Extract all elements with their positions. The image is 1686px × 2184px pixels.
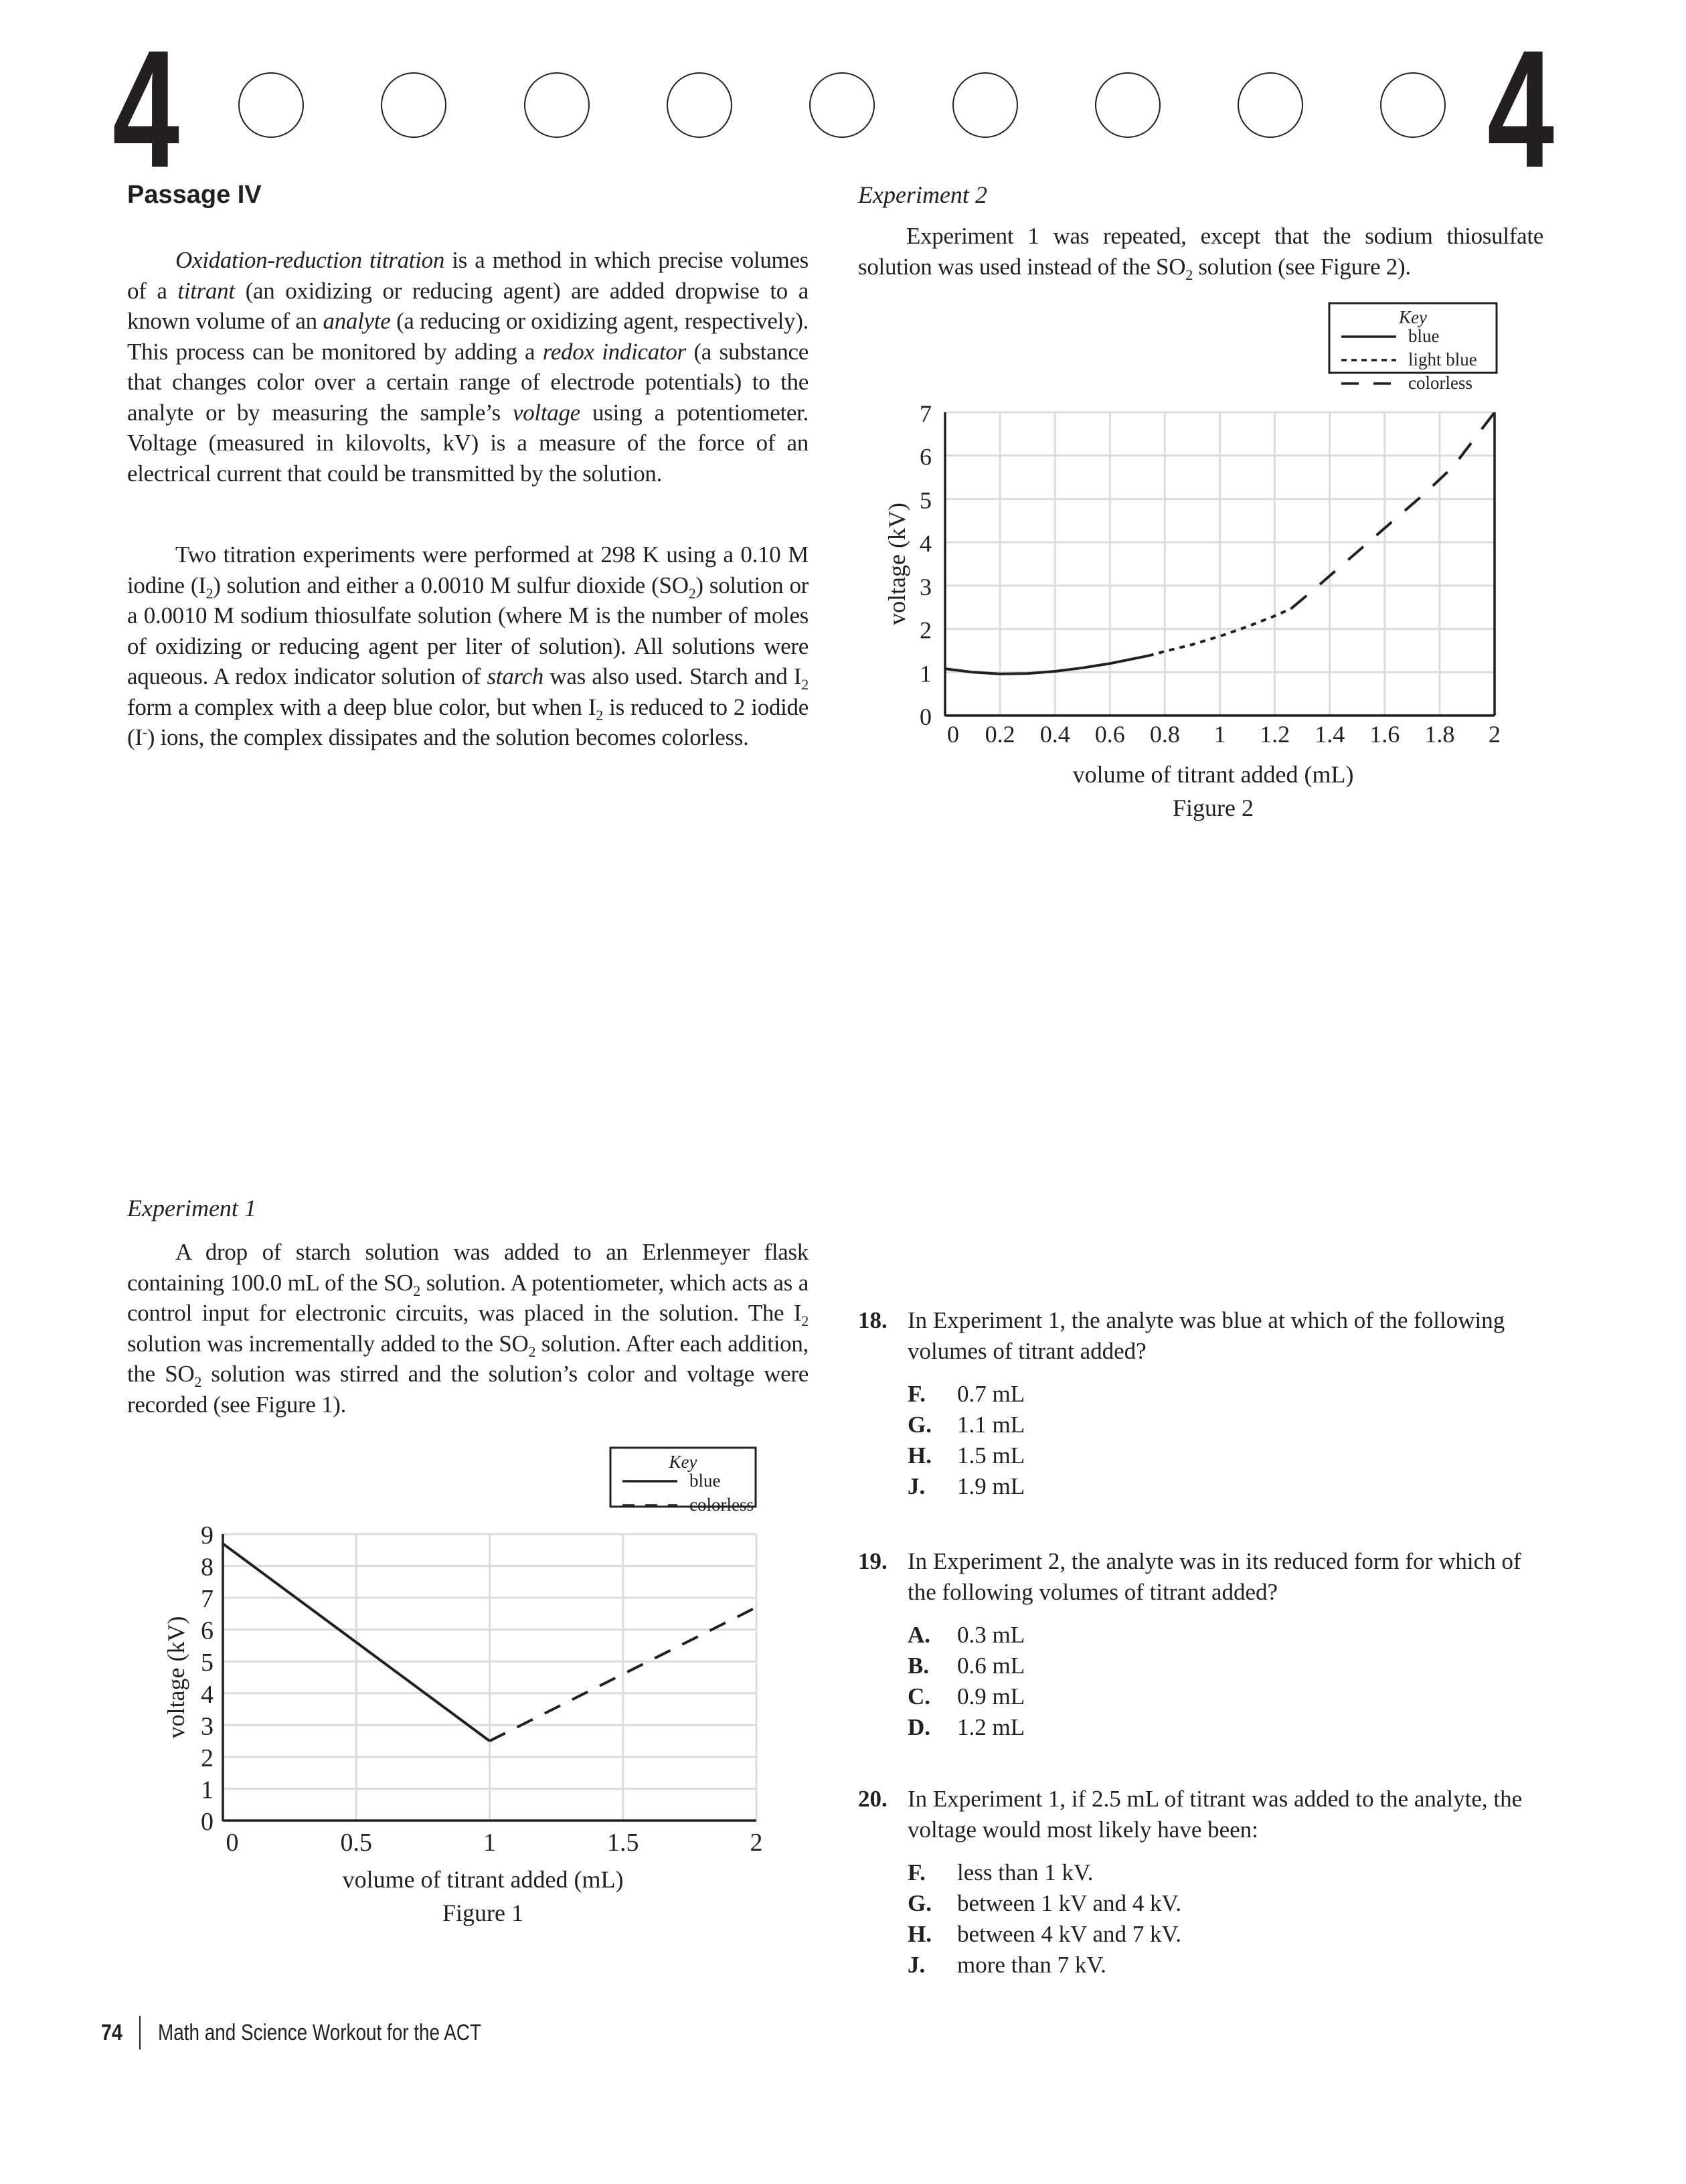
x-axis-title: volume of titrant added (mL) [342,1866,624,1893]
y-tick-label: 5 [201,1649,214,1677]
text-run: analyte [323,308,391,334]
answer-choice[interactable] [908,1888,1547,1919]
section-number-left: 4 [112,15,180,202]
text-run: 2 [413,1282,420,1299]
choice-letter: G. [908,1890,932,1916]
question-stem: In Experiment 2, the analyte was in its reduced form for which of the following volumes of titrant added? [908,1548,1521,1605]
y-tick-label: 6 [201,1616,214,1645]
choice-letter: H. [908,1921,932,1947]
text-run: form a complex with a deep blue color, but when I [127,693,596,720]
y-tick-label: 1 [201,1776,214,1804]
text-run: 2 [596,706,603,724]
legend-label: colorless [689,1495,754,1515]
x-tick-label: 0.6 [1094,721,1125,748]
x-tick-label: 1.4 [1315,721,1345,748]
question-19 [858,1546,1547,1743]
text-run: ) ions, the complex dissipates and the solution becomes colorless. [147,724,749,750]
text-run: starch [487,663,543,689]
series-line-colorless [1291,412,1495,608]
passage-title: Passage IV [127,181,262,209]
question-stem: In Experiment 1, the analyte was blue at which of the following volumes of titrant added? [908,1307,1505,1364]
text-run: using a potentiometer. Voltage (measured in kilovolts, kV) is a measure of the force of an electrical current that could be transmitted by the solution. [127,399,809,487]
text-run: 2 [1185,266,1193,283]
text-run: (a substance that changes color over a certain range of electrode potentials) to the analyte or by measuring the sample’s [127,338,809,426]
y-tick-label: 8 [201,1553,214,1582]
text-run: 2 [194,1373,202,1390]
chart-2 [883,303,1501,821]
choice-text: 1.2 mL [957,1714,1025,1740]
text-run: ) solution or a 0.0010 M sodium thiosulfate solution (where M is the number of moles of oxidizing or reducing agent per liter of solution). All solutions were aqueous. A redox indicator solution of [127,572,809,689]
choice-text: less than 1 kV. [957,1859,1094,1885]
text-run: 2 [801,1313,809,1329]
choice-letter: C. [908,1683,931,1709]
question-number: 18. [858,1307,888,1333]
y-tick-label: 0 [920,703,932,730]
text-run: solution. A potentiometer, which acts as a control input for electronic circuits, was placed in the solution. The I [127,1269,809,1326]
choice-text: 0.9 mL [957,1683,1025,1709]
choice-text: 0.7 mL [957,1381,1025,1407]
choice-letter: B. [908,1653,930,1679]
y-tick-label: 2 [201,1744,214,1772]
text-run: solution (see Figure 2). [1192,253,1411,280]
choice-text: 0.3 mL [957,1622,1025,1648]
text-run: (a reducing or oxidizing agent, respectively). This process can be monitored by adding a [127,308,809,365]
text-run: solution was incrementally added to the SO [127,1330,529,1357]
footer-divider [139,2016,141,2049]
choice-text: between 1 kV and 4 kV. [957,1890,1182,1916]
y-tick-label: 7 [201,1585,214,1614]
text-run: redox indicator [542,338,686,365]
y-tick-label: 6 [920,443,932,471]
y-tick-label: 3 [201,1712,214,1741]
answer-choice[interactable] [908,1651,1547,1681]
text-run: 2 [205,584,214,602]
choice-text: 1.9 mL [957,1473,1025,1499]
answer-choice[interactable] [908,1857,1547,1888]
y-tick-label: 3 [920,573,932,600]
text-run: A drop of starch solution was added to an Erlenmeyer flask containing 100.0 mL of the SO [127,1239,809,1296]
x-tick-label: 2 [750,1829,763,1857]
y-tick-label: 9 [201,1521,214,1549]
answer-choice[interactable] [908,1379,1547,1410]
legend-title: Key [669,1452,697,1472]
book-title: Math and Science Workout for the ACT [157,2019,481,2045]
choice-letter: F. [908,1859,926,1885]
answer-choice[interactable] [908,1681,1547,1712]
text-run: 2 [801,676,809,693]
choice-letter: G. [908,1412,932,1438]
x-tick-label: 1.8 [1424,721,1455,748]
choice-text: 1.5 mL [957,1442,1025,1468]
experiment-1-title: Experiment 1 [127,1195,256,1222]
question-number: 19. [858,1548,888,1574]
answer-choice[interactable] [908,1919,1547,1950]
text-run: solution was stirred and the solution’s color and voltage were recorded (see Figure 1). [127,1361,809,1418]
text-run: is reduced to 2 iodide (I [127,693,809,750]
text-run: (an oxidizing or reducing agent) are added dropwise to a known volume of an [127,277,809,334]
answer-choices [908,1857,1547,1981]
text-run: Two titration experiments were performed at 298 K using a 0.10 M iodine (I [127,541,809,598]
choice-letter: A. [908,1622,931,1648]
answer-choices [908,1379,1547,1502]
x-tick-label: 1 [1213,721,1226,748]
answer-choice[interactable] [908,1471,1547,1502]
y-tick-label: 4 [920,530,932,558]
text-run: titrant [177,277,235,304]
x-tick-label: 1.2 [1260,721,1290,748]
choice-text: 0.6 mL [957,1653,1025,1679]
question-18 [858,1305,1547,1502]
question-stem: In Experiment 1, if 2.5 mL of titrant was added to the analyte, the voltage would most likely have been: [908,1786,1523,1843]
x-tick-label: 2 [1489,721,1501,748]
text-run: was also used. Starch and I [543,663,802,689]
text-run: 2 [528,1343,536,1360]
answer-choice[interactable] [908,1712,1547,1743]
text-run: voltage [512,399,580,426]
experiment-2-title: Experiment 2 [858,181,987,208]
x-tick-label: 0 [947,721,959,748]
choice-letter: J. [908,1473,926,1499]
y-tick-label: 1 [920,660,932,687]
text-run: is a method in which precise volumes of a [127,247,809,304]
x-tick-label: 0.8 [1149,721,1180,748]
x-tick-label: 0.5 [340,1829,372,1857]
figure-caption: Figure 1 [442,1900,523,1926]
experiment-2-paragraph [858,221,1543,282]
x-tick-label: 1.5 [607,1829,639,1857]
y-tick-label: 2 [920,616,932,644]
question-20 [858,1784,1547,1981]
text-run: solution. After each addition, the SO [127,1330,809,1387]
choice-text: between 4 kV and 7 kV. [957,1921,1182,1947]
legend-label: blue [1408,326,1440,346]
answer-choices [908,1620,1547,1743]
section-number-right: 4 [1487,15,1555,202]
x-tick-label: 1.6 [1369,721,1400,748]
figure-caption: Figure 2 [1173,794,1254,821]
text-run: ) solution and either a 0.0010 M sulfur dioxide (SO [213,572,689,598]
choice-letter: D. [908,1714,931,1740]
chart-1 [163,1448,763,1926]
y-tick-label: 4 [201,1680,214,1709]
answer-choice[interactable] [908,1410,1547,1440]
footer [99,2016,552,2049]
question-number: 20. [858,1786,888,1812]
x-axis-title: volume of titrant added (mL) [1072,761,1354,788]
legend-label: colorless [1408,373,1472,393]
text-run: 2 [688,584,696,602]
choice-letter: H. [908,1442,932,1468]
legend-title: Key [1399,307,1427,327]
answer-choice[interactable] [908,1620,1547,1651]
text-run: Oxidation-reduction titration [175,247,445,273]
choice-text: more than 7 kV. [957,1952,1106,1978]
x-tick-label: 0.4 [1039,721,1070,748]
choice-text: 1.1 mL [957,1412,1025,1438]
y-tick-label: 7 [920,400,932,427]
x-tick-label: 0 [226,1829,239,1857]
x-tick-label: 1 [483,1829,496,1857]
text-run: Experiment 1 was repeated, except that the sodium thiosulfate solution was used instead of the SO [858,223,1543,280]
y-tick-label: 5 [920,487,932,514]
choice-letter: J. [908,1952,926,1978]
answer-choice[interactable] [908,1440,1547,1471]
y-axis-title: voltage (kV) [163,1616,189,1739]
y-tick-label: 0 [201,1808,214,1836]
y-axis-title: voltage (kV) [883,503,910,625]
legend-label: light blue [1408,349,1477,369]
answer-choice[interactable] [908,1950,1547,1981]
text-run: - [142,724,147,740]
choice-letter: F. [908,1381,926,1407]
legend-label: blue [689,1471,721,1491]
x-tick-label: 0.2 [985,721,1015,748]
page-number: 74 [100,2019,122,2045]
